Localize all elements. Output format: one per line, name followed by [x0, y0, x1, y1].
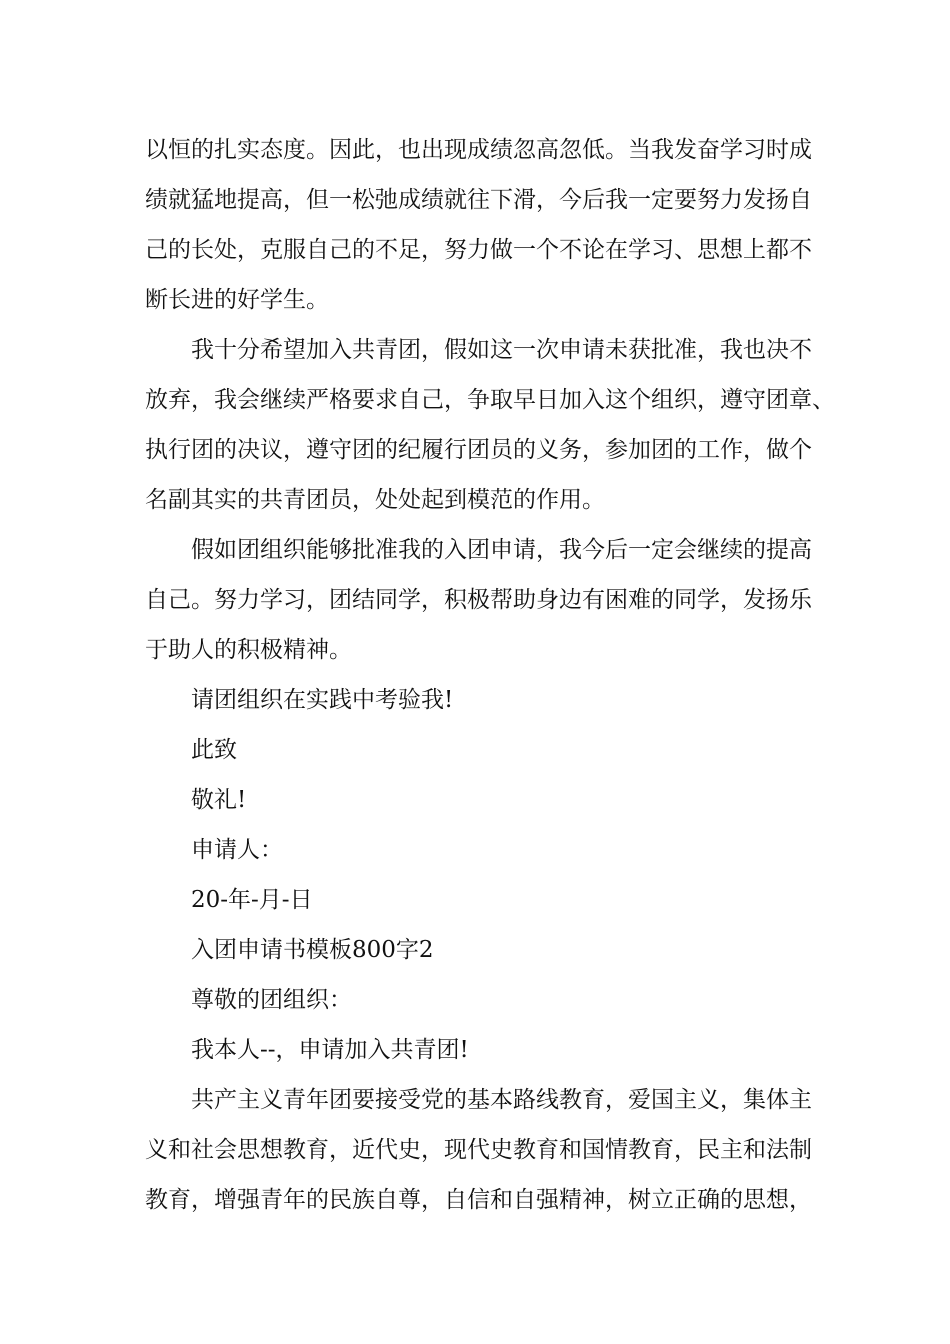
text-line: 我十分希望加入共青团，假如这一次申请未获批准，我也决不	[191, 337, 812, 363]
text-line: 此致	[191, 737, 237, 763]
text-line: 义和社会思想教育，近代史，现代史教育和国情教育，民主和法制	[145, 1137, 812, 1163]
text-line: 共产主义青年团要接受党的基本路线教育，爱国主义，集体主	[191, 1087, 812, 1113]
text-line: 己的长处，克服自己的不足，努力做一个不论在学习、思想上都不	[145, 237, 812, 263]
text-line: 尊敬的团组织：	[191, 987, 352, 1013]
text-line: 绩就猛地提高，但一松弛成绩就往下滑，今后我一定要努力发扬自	[145, 187, 812, 213]
text-line: 假如团组织能够批准我的入团申请，我今后一定会继续的提高	[191, 537, 812, 563]
text-line: 申请人：	[191, 837, 283, 863]
text-line: 请团组织在实践中考验我!	[191, 687, 454, 713]
text-line: 自己。努力学习，团结同学，积极帮助身边有困难的同学，发扬乐	[145, 587, 812, 613]
text-line: 教育，增强青年的民族自尊，自信和自强精神，树立正确的思想，	[145, 1187, 812, 1213]
text-line: 执行团的决议，遵守团的纪履行团员的义务，参加团的工作，做个	[145, 437, 812, 463]
text-line: 断长进的好学生。	[145, 287, 329, 313]
text-line: 以恒的扎实态度。因此，也出现成绩忽高忽低。当我发奋学习时成	[145, 137, 812, 163]
text-line: 放弃，我会继续严格要求自己，争取早日加入这个组织，遵守团章、	[145, 387, 835, 413]
text-line: 敬礼!	[191, 787, 247, 813]
text-line: 名副其实的共青团员，处处起到模范的作用。	[145, 487, 605, 513]
text-line: 我本人--，申请加入共青团!	[191, 1037, 469, 1063]
document-body	[145, 125, 835, 1225]
text-line: 入团申请书模板800字2	[191, 937, 434, 963]
text-line: 于助人的积极精神。	[145, 637, 352, 663]
text-line: 20-年-月-日	[191, 887, 313, 913]
